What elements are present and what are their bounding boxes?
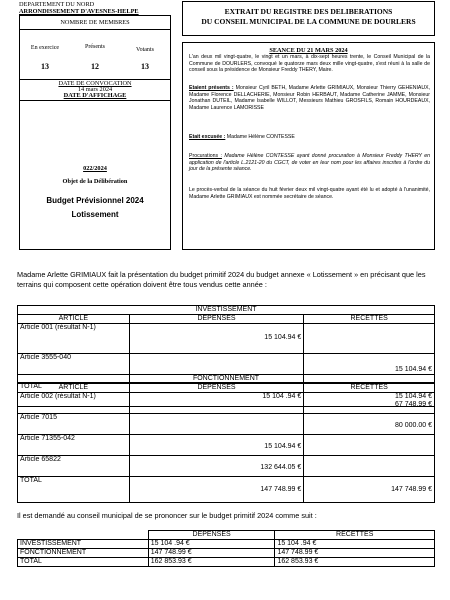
table-row: [18, 540, 435, 549]
fon-cell-article: Article 7015: [18, 414, 130, 435]
inv-header-recettes: RECETTES: [304, 315, 435, 324]
inv-header-article: ARTICLE: [18, 315, 130, 324]
fon-cell-recettes: 147 748.99 €: [304, 477, 435, 503]
convocation-date: 14 mars 2024: [77, 86, 113, 93]
demande-paragraph: Il est demandé au conseil municipal de se prononcer sur le budget primitif 2024 comme suit :: [17, 511, 317, 520]
sum-cell-depenses: 147 748.99 €: [148, 549, 275, 558]
objet-label: Objet de la Délibération: [62, 178, 128, 185]
intro-paragraph: Madame Arlette GRIMIAUX fait la présentation du budget primitif 2024 du budget annexe « Lotissement » en précisant que les terrains qui composent cette opération doivent être tous vendus cette année :: [17, 270, 426, 289]
convocation-box: [20, 79, 170, 101]
members-label-presents: Présents: [85, 44, 105, 50]
table-row: [18, 414, 435, 435]
affichage-label: DATE D'AFFICHAGE: [63, 92, 127, 99]
fon-cell-recettes: [304, 435, 435, 456]
seance-intro: L'an deux mil vingt-quatre, le vingt et un mars, à dix-sept heures trente, le Conseil Municipal de la Commune de DOURLERS, convoqué le quatorze mars deux mille vingt-quatre, s'est réuni à la salle de conseil sous la présidence de Monsieur Freddy THERY, Maire.: [189, 54, 430, 74]
table-row: [18, 456, 435, 477]
excusee-label: Etait excusée :: [189, 134, 226, 140]
fon-cell-depenses: [129, 414, 304, 435]
department-label: DEPARTEMENT DU NORD: [19, 1, 95, 8]
fon-cell-depenses: 15 104.94 €: [129, 435, 304, 456]
members-value-votants: 13: [141, 62, 149, 71]
objet-subtitle: Lotissement: [71, 210, 119, 219]
inv-cell-article: Article 001 (résultat N-1): [18, 324, 130, 354]
presents-block: [189, 85, 430, 112]
excusee-name: Madame Hélène CONTESSE: [226, 134, 295, 140]
excusee-block: [189, 134, 430, 141]
seance-final: Le procès-verbal de la séance du huit février deux mil vingt-quatre ayant été lu et adopté à l'unanimité, Madame Arlette GRIMIAUX est nommée secrétaire de séance.: [189, 187, 430, 200]
fon-cell-article: TOTAL: [18, 477, 130, 503]
inv-cell-depenses: 15 104.94 €: [129, 324, 304, 354]
inv-cell-article: Article 3555-040: [18, 354, 130, 383]
seance-panel: [182, 42, 435, 250]
sum-header-empty: [18, 531, 149, 540]
members-grid: [20, 29, 170, 69]
inv-cell-recettes: 15 104.94 €: [304, 383, 435, 407]
fon-cell-recettes: [304, 456, 435, 477]
presents-list: Monsieur Cyril BETH, Madame Arlette GRIMIAUX, Monsieur Thierry GEHENIAUX, Madame Florence DELLACHERIE, Monsieur Robin HERBAUT, Madame Catherine JAMME, Monsieur Jonathan DUTEIL, Madame Isabelle WILLOT, Messieurs Mathieu GROSFILS, Romain HOURDEAUX, Madame Laurence LAMORISSE: [189, 85, 430, 112]
extrait-header: [182, 1, 435, 36]
procurations-label: Procurations :: [189, 153, 222, 159]
inv-cell-article: TOTAL: [18, 383, 130, 407]
fon-cell-recettes: 67 748.99 €: [304, 393, 435, 414]
fon-cell-recettes: 80 000.00 €: [304, 414, 435, 435]
fon-cell-article: Article 65822: [18, 456, 130, 477]
table-row: [18, 435, 435, 456]
meta-panel: [19, 15, 171, 250]
sum-cell-recettes: 15 104 .94 €: [275, 540, 435, 549]
inv-cell-depenses: 15 104 .94 €: [129, 383, 304, 407]
table-row: [18, 477, 435, 503]
extrait-line-2: DU CONSEIL MUNICIPAL DE LA COMMUNE DE DOURLERS: [201, 17, 416, 26]
convocation-label: DATE DE CONVOCATION: [58, 80, 132, 87]
procurations-block: [189, 153, 430, 173]
table-row: [18, 558, 435, 567]
sum-header-recettes: RECETTES: [275, 531, 435, 540]
seance-title: SEANCE DU 21 MARS 2024: [269, 47, 348, 54]
fon-cell-depenses: 147 748.99 €: [129, 477, 304, 503]
table-row: [18, 324, 435, 354]
summary-table: [17, 530, 435, 567]
fon-cell-article: Article 002 (résultat N-1): [18, 393, 130, 414]
sum-cell-label: FONCTIONNEMENT: [18, 549, 149, 558]
deliberation-number: 022/2024: [83, 165, 107, 172]
inv-cell-recettes: [304, 324, 435, 354]
fon-header-recettes: RECETTES: [304, 384, 435, 393]
fon-cell-depenses: [129, 393, 304, 414]
fon-header-article: ARTICLE: [18, 384, 130, 393]
sum-cell-recettes: 162 853.93 €: [275, 558, 435, 567]
inv-header-depenses: DEPENSES: [129, 315, 304, 324]
sum-header-depenses: DEPENSES: [148, 531, 275, 540]
table-row: [18, 549, 435, 558]
arrondissement-label: ARRONDISSEMENT D'AVESNES-HELPE: [19, 8, 139, 15]
fonctionnement-table: [17, 374, 435, 503]
sum-cell-depenses: 162 853.93 €: [148, 558, 275, 567]
members-value-presents: 12: [91, 62, 99, 71]
extrait-line-1: EXTRAIT DU REGISTRE DES DELIBERATIONS: [224, 7, 393, 16]
fon-cell-depenses: 132 644.05 €: [129, 456, 304, 477]
members-title: NOMBRE DE MEMBRES: [20, 16, 170, 30]
members-value-exercice: 13: [41, 62, 49, 71]
fon-cell-article: Article 71355-042: [18, 435, 130, 456]
presents-label: Etaient présents :: [189, 85, 234, 91]
sum-cell-label: TOTAL: [18, 558, 149, 567]
objet-title: Budget Prévisionnel 2024: [46, 196, 144, 205]
fonctionnement-title: FONCTIONNEMENT: [18, 375, 435, 384]
procurations-text: Madame Hélène CONTESSE ayant donné procuration à Monsieur Freddy THERY en application de l'article L.2121-20 du CGCT, de voter en leur nom pour les affaires inscrites à l'ordre du jour de la présente séance.: [189, 153, 430, 173]
sum-cell-depenses: 15 104 .94 €: [148, 540, 275, 549]
investissement-title: INVESTISSEMENT: [18, 306, 435, 315]
table-row: [18, 393, 435, 414]
members-label-exercice: En exercice: [30, 45, 60, 51]
sum-cell-label: INVESTISSEMENT: [18, 540, 149, 549]
members-label-votants: Votants: [136, 47, 154, 53]
inv-cell-recettes: 15 104.94 €: [304, 354, 435, 383]
fon-header-depenses: DEPENSES: [129, 384, 304, 393]
sum-cell-recettes: 147 748.99 €: [275, 549, 435, 558]
